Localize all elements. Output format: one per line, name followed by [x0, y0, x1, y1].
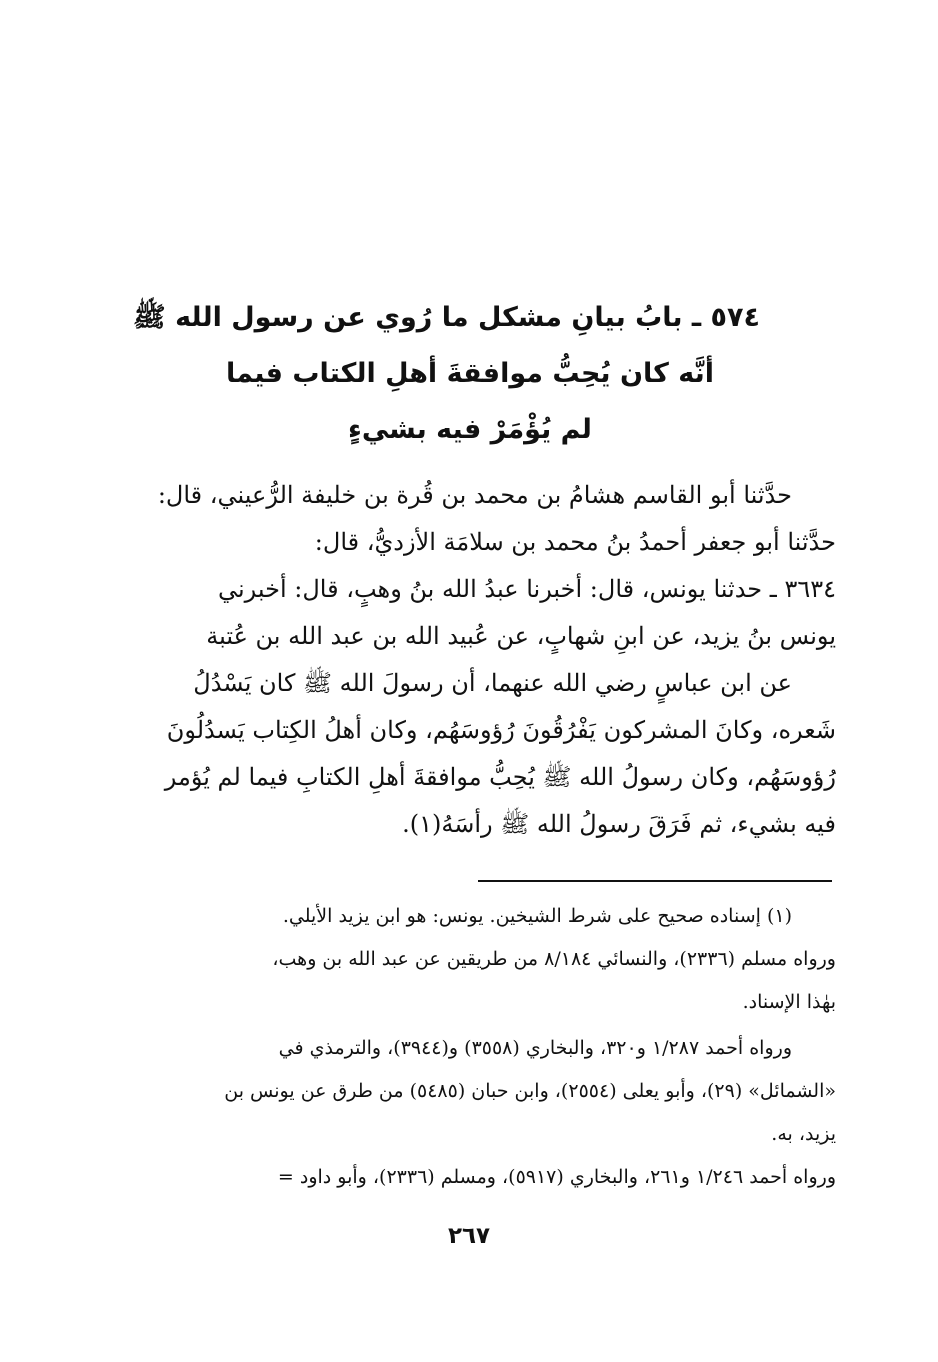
chapter-heading-line-3: لم يُؤْمَرْ فيه بشيءٍ — [348, 414, 592, 445]
hadith-line-1: ٣٦٣٤ ـ حدثنا يونس، قال: أخبرنا عبدُ الله بنُ وهبٍ، قال: أخبرني — [217, 575, 836, 603]
footnote-line-7: ورواه أحمد ١/٢٤٦ و٢٦١، والبخاري (٥٩١٧)، ومسلم (٢٣٣٦)، وأبو داود = — [277, 1166, 836, 1188]
footnote-line-3: بهٰذا الإسناد. — [742, 991, 836, 1013]
footnotes — [132, 895, 836, 1199]
hadith-line-3: عن ابن عباسٍ رضي الله عنهما، أن رسولَ الله ﷺ كان يَسْدُلُ — [193, 669, 792, 697]
chapter-heading — [133, 290, 760, 458]
hadith-line-6: فيه بشيء، ثم فَرَقَ رسولُ الله ﷺ رأسَهُ(١). — [402, 810, 836, 838]
footnote-line-2: ورواه مسلم (٢٣٣٦)، والنسائي ٨/١٨٤ من طريقين عن عبد الله بن وهب، — [272, 948, 836, 970]
isnad-line-2: حدَّثنا أبو جعفر أحمدُ بنُ محمد بن سلامَة الأزديُّ، قال: — [314, 528, 836, 556]
hadith-line-5: رُؤوسَهُم، وكان رسولُ الله ﷺ يُحِبُّ موافقةَ أهلِ الكتابِ فيما لم يُؤمر — [164, 763, 836, 791]
footnote-line-6: يزيد، به. — [771, 1123, 836, 1145]
hadith-body — [132, 472, 836, 848]
chapter-heading-line-2: أنَّه كان يُحِبُّ موافقةَ أهلِ الكتاب فيما — [225, 358, 715, 389]
footnote-line-1: (١) إسناده صحيح على شرط الشيخين. يونس: هو ابن يزيد الأيلي. — [282, 905, 792, 927]
isnad-line-1: حدَّثنا أبو القاسم هشامُ بن محمد بن قُرة بن خليفة الرُّعيني، قال: — [157, 481, 792, 509]
footnote-line-5: «الشمائل» (٢٩)، وأبو يعلى (٢٥٥٤)، وابن حبان (٥٤٨٥) من طرق عن يونس بن — [224, 1080, 836, 1102]
chapter-heading-line-1: ٥٧٤ ـ بابُ بيانِ مشكل ما رُوي عن رسول الله ﷺ — [133, 302, 760, 333]
footnote-line-4: ورواه أحمد ١/٢٨٧ و٣٢٠، والبخاري (٣٥٥٨) و(٣٩٤٤)، والترمذي في — [278, 1037, 792, 1059]
hadith-line-2: يونس بنُ يزيد، عن ابنِ شهابٍ، عن عُبيد الله بن عبد الله بن عُتبة — [206, 622, 836, 650]
hadith-line-4: شَعره، وكانَ المشركون يَفْرُقُونَ رُؤوسَهُم، وكان أهلُ الكِتاب يَسدُلُونَ — [166, 716, 836, 744]
page-number: ٢٦٧ — [447, 1223, 491, 1249]
footnote-divider — [478, 880, 832, 882]
